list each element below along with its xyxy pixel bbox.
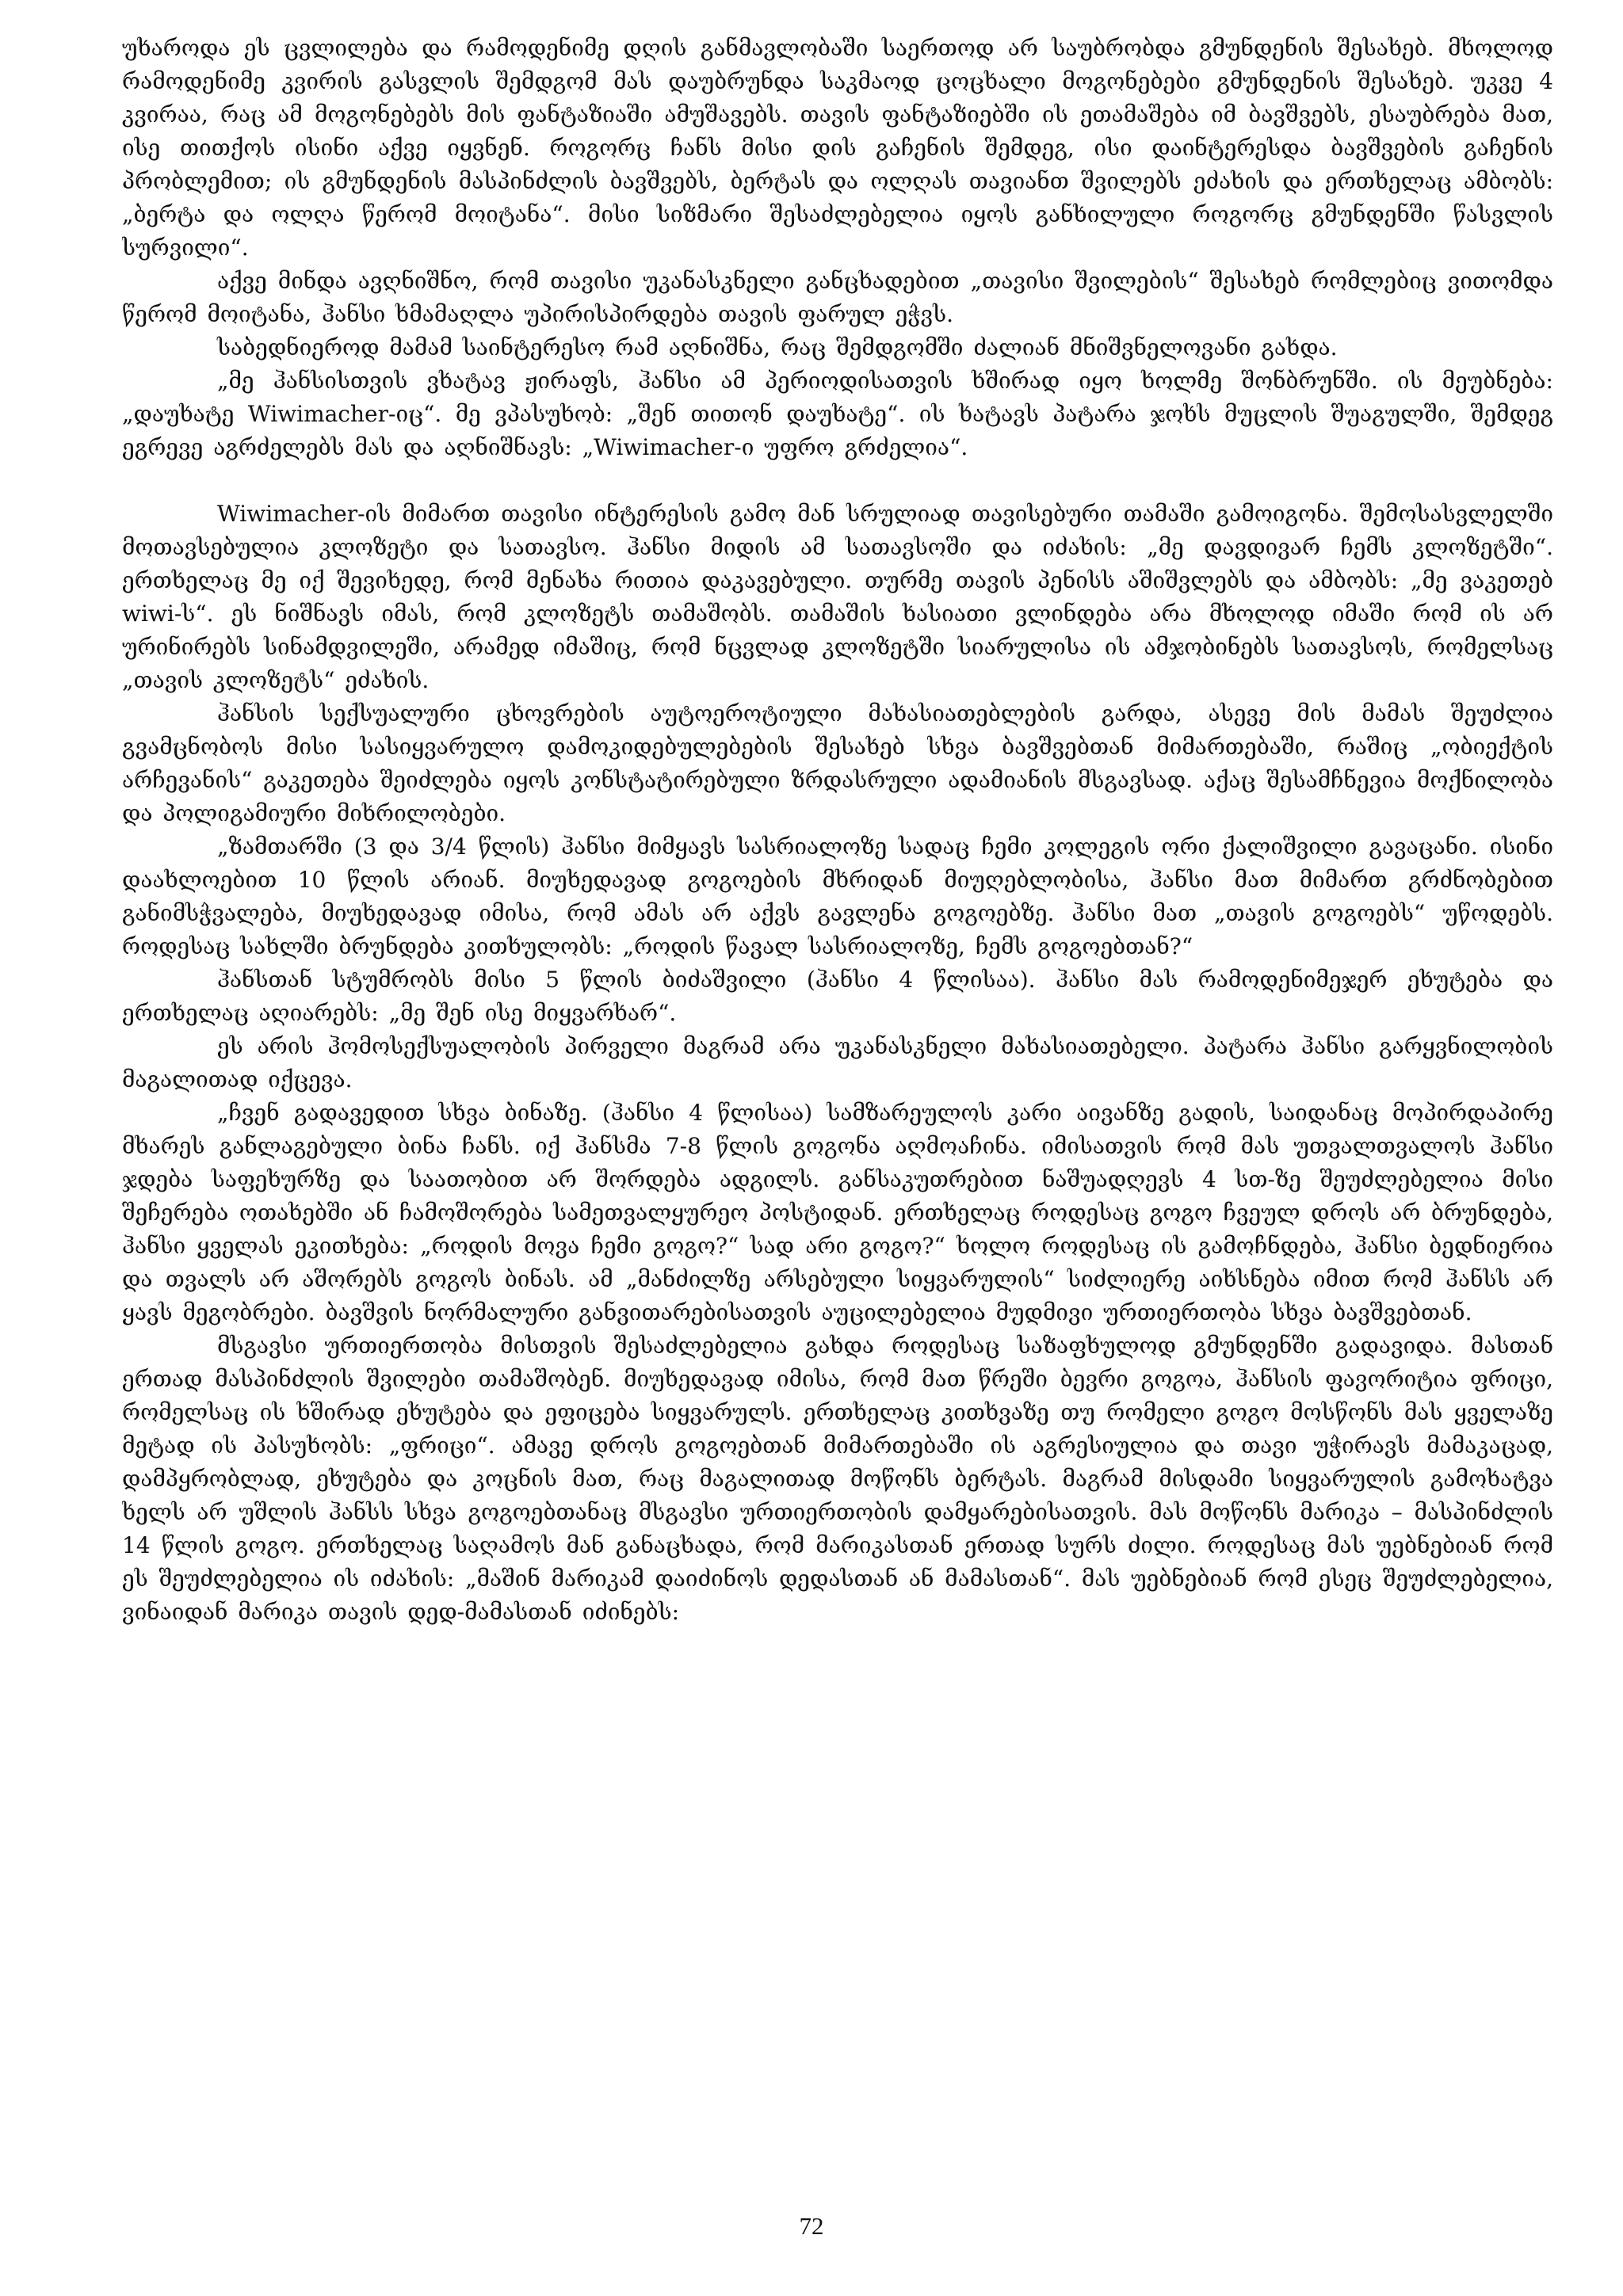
paragraph-11: მსგავსი ურთიერთობა მისთვის შესაძლებელია გახდა როდესაც საზაფხულოდ გმუნდენში გადავიდა. მასთან ერთად მასპინძლის შვილები თამაშობენ. მიუხედავად იმისა, რომ მათ წრეში ბევრი გოგოა, ჰანსის ფავორიტია ფრიცი, რომელსაც ის ხშირად ეხუტება და ეფიცება სიყვარულს. ერთხელაც კითხვაზე თუ რომელი გოგო მოსწონს მას ყველაზე მეტად ის პასუხობს: „ფრიცი“. ამავე დროს გოგოებთან მიმართებაში ის აგრესიულია და თავი უჭირავს მამაკაცად, დამპყრობლად, ეხუტება და კოცნის მათ, რაც მაგალითად მოწონს ბერტას. მაგრამ მისდამი სიყვარულის გამოხატვა ხელს არ უშლის ჰანსს სხვა გოგოებთანაც მსგავსი ურთიერთობის დამყარებისათვის. მას მოწონს მარიკა – მასპინძლის 14 წლის გოგო. ერთხელაც საღამოს მან განაცხადა, რომ მარიკასთან ერთად სურს ძილი. როდესაც მას უებნებიან რომ ეს შეუძლებელია ის იძახის: „მაშინ მარიკამ დაიძინოს დედასთან ან მამასთან“. მას უებნებიან რომ ესეც შეუძლებელია, ვინაიდან მარიკა თავის დედ-მამასთან იძინებს: — [122, 1333, 1553, 1625]
paragraph-2: აქვე მინდა ავღნიშნო, რომ თავისი უკანასკნელი განცხადებით „თავისი შვილების“ შესახებ რომლებიც ვითომდა წერომ მოიტანა, ჰანსი ხმამაღლა უპირისპირდება თავის ფარულ ეჭვს. — [122, 268, 1553, 327]
paragraph-8: ჰანსთან სტუმრობს მისი 5 წლის ბიძაშვილი (ჰანსი 4 წლისაა). ჰანსი მას რამოდენიმეჯერ ეხუტება და ერთხელაც აღიარებს: „მე შენ ისე მიყვარხარ“. — [122, 967, 1553, 1026]
paragraph-3: საბედნიეროდ მამამ საინტერესო რამ აღნიშნა, რაც შემდგომში ძალიან მნიშვნელოვანი გახდა. — [217, 334, 1338, 360]
paragraph-10: „ჩვენ გადავედით სხვა ბინაზე. (ჰანსი 4 წლისაა) სამზარეულოს კარი აივანზე გადის, საიდანაც მოპირდაპირე მხარეს განლაგებული ბინა ჩანს. იქ ჰანსმა 7-8 წლის გოგონა აღმოაჩინა. იმისათვის რომ მას უთვალთვალოს ჰანსი ჯდება საფეხურზე და საათობით არ შორდება ადგილს. განსაკუთრებით ნაშუადღევს 4 სთ-ზე შეუძლებელია მისი შეჩერება ოთახებში ან ჩამოშორება სამეთვალყურეო პოსტიდან. ერთხელაც როდესაც გოგო ჩვეულ დროს არ ბრუნდება, ჰანსი ყველას ეკითხება: „როდის მოვა ჩემი გოგო?“ სად არი გოგო?“ ხოლო როდესაც ის გამოჩნდება, ჰანსი ბედნიერია და თვალს არ აშორებს გოგოს ბინას. ამ „მანძილზე არსებული სიყვარულის“ სიძლიერე აიხსნება იმით რომ ჰანსს არ ყავს მეგობრები. ბავშვის ნორმალური განვითარებისათვის აუცილებელია მუდმივი ურთიერთობა სხვა ბავშვებთან. — [122, 1100, 1553, 1325]
document-page — [122, 32, 1553, 2171]
paragraph-4: „მე ჰანსისთვის ვხატავ ჟირაფს, ჰანსი ამ პერიოდისათვის ხშირად იყო ხოლმე შონბრუნში. ის მეუბნება: „დაუხატე Wiwimacher-იც“. მე ვპასუხობ: „შენ თითონ დაუხატე“. ის ხატავს პატარა ჯოხს მუცლის შუაგულში, შემდეგ ეგრევე აგრძელებს მას და აღნიშნავს: „Wiwimacher-ი უფრო გრძელია“. — [122, 368, 1553, 460]
paragraph-5: Wiwimacher-ის მიმართ თავისი ინტერესის გამო მან სრულიად თავისებური თამაში გამოიგონა. შემოსასვლელში მოთავსებულია კლოზეტი და სათავსო. ჰანსი მიდის ამ სათავსოში და იძახის: „მე დავდივარ ჩემს კლოზეტში“. ერთხელაც მე იქ შევიხედე, რომ მენახა რითია დაკავებული. თურმე თავის პენისს აშიშვლებს და ამბობს: „მე ვაკეთებ wiwi-ს“. ეს ნიშნავს იმას, რომ კლოზეტს თამაშობს. თამაშის ხასიათი ვლინდება არა მხოლოდ იმაში რომ ის არ ურინირებს სინამდვილეში, არამედ იმაშიც, რომ ნცვლად კლოზეტში სიარულისა ის ამჯობინებს სათავსოს, რომელსაც „თავის კლოზეტს“ ეძახის. — [122, 501, 1553, 693]
paragraph-6: ჰანსის სექსუალური ცხოვრების აუტოეროტიული მახასიათებლების გარდა, ასევე მის მამას შეუძლია გვამცნობოს მისი სასიყვარულო დამოკიდებულებების შესახებ სხვა ბავშვებთან მიმართებაში, რაშიც „ობიექტის არჩევანის“ გაკეთება შეიძლება იყოს კონსტატირებული ზრდასრული ადამიანის მსგავსად. აქაც შესამჩნევია მოქნილობა და პოლიგამიური მიხრილობები. — [122, 700, 1553, 826]
paragraph-9: ეს არის ჰომოსექსუალობის პირველი მაგრამ არა უკანასკნელი მახასიათებელი. პატარა ჰანსი გარყვნილობის მაგალითად იქცევა. — [122, 1033, 1553, 1093]
paragraph-1: უხაროდა ეს ცვლილება და რამოდენიმე დღის განმავლობაში საერთოდ არ საუბრობდა გმუნდენის შესახებ. მხოლოდ რამოდენიმე კვირის გასვლის შემდგომ მას დაუბრუნდა საკმაოდ ცოცხალი მოგონებები გმუნდენის შესახებ. უკვე 4 კვირაა, რაც ამ მოგონებებს მის ფანტაზიაში ამუშავებს. თავის ფანტაზიებში ის ეთამაშება იმ ბავშვებს, ესაუბრება მათ, ისე თითქოს ისინი აქვე იყვნენ. როგორც ჩანს მისი დის გაჩენის შემდეგ, ისი დაინტერესდა ბავშვების გაჩენის პრობლემით; ის გმუნდენის მასპინძლის ბავშვებს, ბერტას და ოლღას თავიანთ შვილებს ეძახის და ერთხელაც ამბობს: „ბერტა და ოლღა წერომ მოიტანა“. მისი სიზმარი შესაძლებელია იყოს განხილული როგორც გმუნდენში წასვლის სურვილი“. — [122, 35, 1553, 261]
page-number: 72 — [799, 2212, 824, 2240]
paragraph-7: „ზამთარში (3 და 3/4 წლის) ჰანსი მიმყავს სასრიალოზე სადაც ჩემი კოლეგის ორი ქალიშვილი გავაცანი. ისინი დაახლოებით 10 წლის არიან. მიუხედავად გოგოების მხრიდან მიუღებლობისა, ჰანსი მათ მიმართ გრძნობებით განიმსჭვალება, მიუხედავად იმისა, რომ ამას არ აქვს გავლენა გოგოებზე. ჰანსი მათ „თავის გოგოებს“ უწოდებს. როდესაც სახლში ბრუნდება კითხულობს: „როდის წავალ სასრიალოზე, ჩემს გოგოებთან?“ — [122, 833, 1553, 959]
